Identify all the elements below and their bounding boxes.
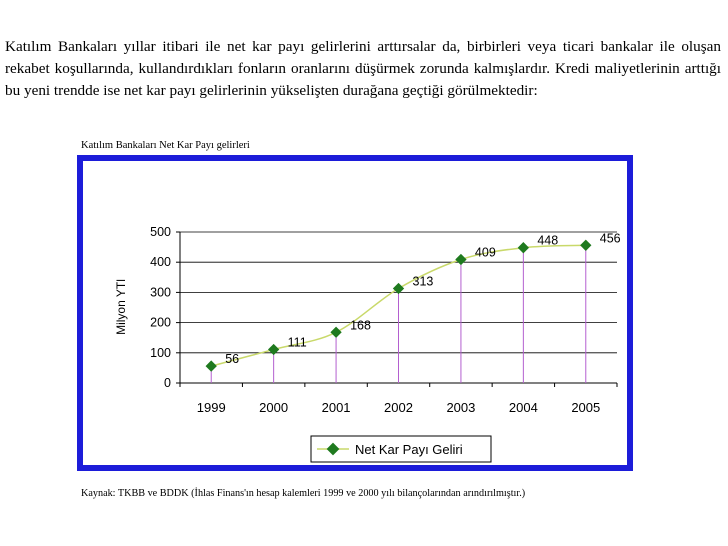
net-profit-share-chart <box>83 161 627 465</box>
x-tick-label-1999: 1999 <box>196 400 226 415</box>
legend <box>311 436 491 462</box>
y-tick-label-100: 100 <box>150 345 171 360</box>
point-2005 <box>581 240 591 250</box>
data-labels <box>225 231 620 366</box>
x-tick-label-2001: 2001 <box>321 400 351 415</box>
data-label-2002: 313 <box>412 274 434 289</box>
y-tick-label-0: 0 <box>164 376 171 390</box>
x-tick-label-2003: 2003 <box>446 400 476 415</box>
y-axis-title: Milyon YTl <box>114 279 128 335</box>
x-tick-label-2004: 2004 <box>508 400 538 415</box>
axes <box>176 232 617 387</box>
tick-labels <box>150 225 600 415</box>
data-label-2001: 168 <box>350 318 371 333</box>
legend-label: Net Kar Payı Geliri <box>355 442 463 457</box>
source-note: Kaynak: TKBB ve BDDK (İhlas Finans'ın hesap kalemleri 1999 ve 2000 yılı bilançolarından arındırılmıştır.) <box>81 488 526 499</box>
data-label-2003: 409 <box>474 245 496 260</box>
y-tick-label-400: 400 <box>150 255 171 270</box>
point-2001 <box>331 327 341 337</box>
y-tick-label-500: 500 <box>150 225 171 239</box>
intro-paragraph: Katılım Bankaları yıllar itibari ile net kar payı gelirlerini arttırsalar da, birbirleri veya ticari bankalar ile oluşan rekabet koşullarında, kullandırdıkları fonların oranlarını düşürmek zorunda kalmışlardır. Kredi maliyetlerinin arttığı bu yeni trendde ise net kar payı gelirlerinin yükselişten durağana geçtiği görülmektedir: <box>5 38 721 99</box>
point-2002 <box>394 284 404 294</box>
point-1999 <box>206 361 216 371</box>
chart-caption: Katılım Bankaları Net Kar Payı gelirleri <box>81 140 250 151</box>
x-tick-label-2000: 2000 <box>259 400 289 415</box>
data-label-2004: 448 <box>537 233 559 248</box>
y-tick-label-300: 300 <box>150 285 171 300</box>
data-label-2005: 456 <box>599 231 621 246</box>
drop-lines <box>211 245 586 383</box>
point-2003 <box>456 255 466 265</box>
x-tick-label-2005: 2005 <box>571 400 601 415</box>
y-tick-label-200: 200 <box>150 315 171 330</box>
point-2004 <box>518 243 528 253</box>
chart-frame <box>77 155 633 471</box>
data-label-2000: 111 <box>287 335 307 350</box>
x-tick-label-2002: 2002 <box>384 400 413 415</box>
data-label-1999: 56 <box>225 352 240 367</box>
